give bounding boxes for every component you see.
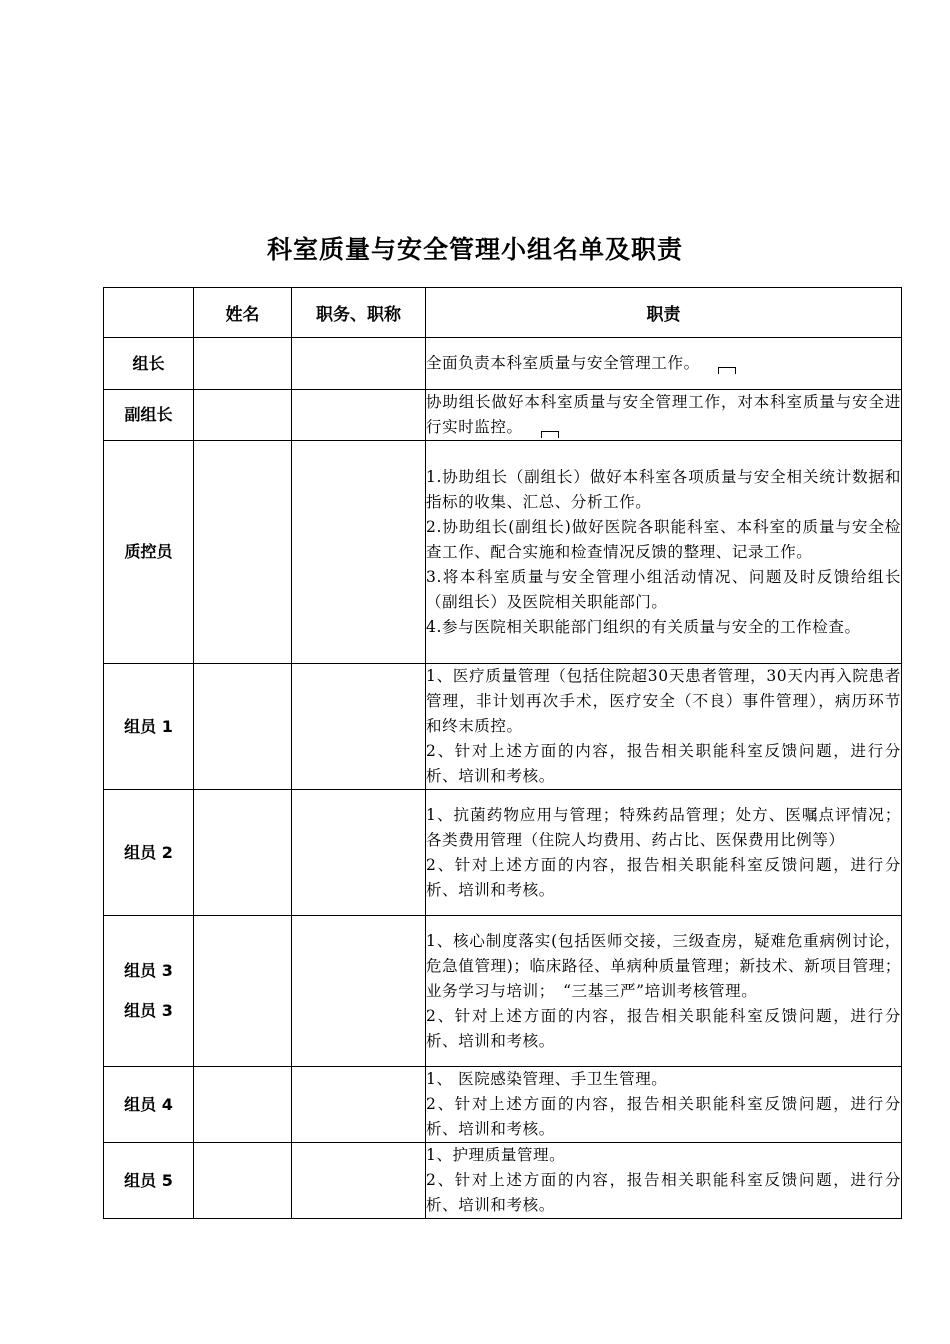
duty-text xyxy=(426,803,901,853)
duty-text xyxy=(426,565,901,615)
duty-cell xyxy=(426,664,902,790)
roster-table xyxy=(103,287,902,1219)
position-cell xyxy=(292,390,426,441)
duty-line-text: 全面负责本科室质量与安全管理工作。 xyxy=(426,354,700,372)
table-row xyxy=(104,790,902,916)
role-label: 组长 xyxy=(132,353,165,373)
duty-text xyxy=(426,929,901,1004)
name-cell xyxy=(194,916,292,1067)
duty-cell xyxy=(426,441,902,664)
table-row xyxy=(104,916,902,1067)
edit-mark-icon xyxy=(541,431,559,438)
name-cell xyxy=(194,1067,292,1143)
duty-line-text: 1、医疗质量管理（包括住院超30天患者管理，30天内再入院患者管理，非计划再次手术，医疗安全（不良）事件管理），病历环节和终末质控。 xyxy=(426,667,901,735)
role-cell xyxy=(104,1143,194,1219)
name-cell xyxy=(194,390,292,441)
name-cell xyxy=(194,790,292,916)
role-cell xyxy=(104,1067,194,1143)
duty-cell xyxy=(426,790,902,916)
duty-line-text: 2.协助组长(副组长)做好医院各职能科室、本科室的质量与安全检查工作、配合实施和检查情况反馈的整理、记录工作。 xyxy=(426,517,901,561)
role-label: 组员 2 xyxy=(124,842,173,862)
duty-line-text: 4.参与医院相关职能部门组织的有关质量与安全的工作检查。 xyxy=(426,617,861,636)
duty-line-text: 2、针对上述方面的内容，报告相关职能科室反馈问题，进行分析、培训和考核。 xyxy=(426,1006,901,1050)
roster-body xyxy=(104,338,902,1219)
role-cell xyxy=(104,441,194,664)
name-cell xyxy=(194,664,292,790)
duty-text xyxy=(426,1067,901,1092)
duty-text xyxy=(426,390,901,440)
duty-cell xyxy=(426,1067,902,1143)
header-role xyxy=(104,288,194,338)
duty-text xyxy=(426,853,901,903)
position-cell xyxy=(292,916,426,1067)
role-cell xyxy=(104,916,194,1067)
duty-line-text: 3.将本科室质量与安全管理小组活动情况、问题及时反馈给组长（副组长）及医院相关职能部门。 xyxy=(426,567,901,611)
duty-text xyxy=(426,1092,901,1142)
duty-text xyxy=(426,1168,901,1218)
header-duties: 职责 xyxy=(426,288,902,338)
role-label: 组员 1 xyxy=(124,716,173,736)
table-row xyxy=(104,441,902,664)
table-row xyxy=(104,338,902,390)
duty-line-text: 2、针对上述方面的内容，报告相关职能科室反馈问题，进行分析、培训和考核。 xyxy=(426,1095,901,1138)
duty-line-text: 2、针对上述方面的内容，报告相关职能科室反馈问题，进行分析、培训和考核。 xyxy=(426,742,901,785)
role-label: 组员 5 xyxy=(124,1170,173,1190)
duty-text xyxy=(426,615,901,640)
duty-text xyxy=(426,739,901,789)
role-cell xyxy=(104,790,194,916)
role-cell xyxy=(104,664,194,790)
table-row xyxy=(104,1067,902,1143)
duty-line-text: 1、护理质量管理。 xyxy=(426,1146,566,1164)
role-label: 副组长 xyxy=(124,405,173,424)
duty-text xyxy=(426,1143,901,1168)
role-label: 组员 3 xyxy=(124,961,173,980)
table-row xyxy=(104,664,902,790)
name-cell xyxy=(194,338,292,390)
duty-line-text: 1、 医院感染管理、手卫生管理。 xyxy=(426,1070,668,1088)
duty-text xyxy=(426,465,901,515)
name-cell xyxy=(194,441,292,664)
table-row xyxy=(104,390,902,441)
position-cell xyxy=(292,1067,426,1143)
duty-text xyxy=(426,1004,901,1054)
name-cell xyxy=(194,1143,292,1219)
duty-text xyxy=(426,351,901,376)
position-cell xyxy=(292,1143,426,1219)
role-cell xyxy=(104,338,194,390)
edit-mark-icon xyxy=(718,367,736,374)
duty-line-text: 2、针对上述方面的内容，报告相关职能科室反馈问题，进行分析、培训和考核。 xyxy=(426,855,901,899)
position-cell xyxy=(292,441,426,664)
role-label: 组员 4 xyxy=(124,1094,173,1114)
duty-cell xyxy=(426,916,902,1067)
role-cell xyxy=(104,390,194,441)
position-cell xyxy=(292,338,426,390)
duty-line-text: 1、核心制度落实(包括医师交接，三级查房，疑难危重病例讨论，危急值管理)；临床路径、单病种质量管理；新技术、新项目管理；业务学习与培训； “三基三严”培训考核管理。 xyxy=(426,931,901,1000)
duty-text xyxy=(426,664,901,739)
duty-cell xyxy=(426,1143,902,1219)
header-position: 职务、职称 xyxy=(292,288,426,338)
document-title: 科室质量与安全管理小组名单及职责 xyxy=(266,235,683,264)
duty-cell xyxy=(426,338,902,390)
header-name: 姓名 xyxy=(194,288,292,338)
duty-text xyxy=(426,515,901,565)
duty-cell xyxy=(426,390,902,441)
duty-line-text: 协助组长做好本科室质量与安全管理工作，对本科室质量与安全进行实时监控。 xyxy=(426,393,901,436)
position-cell xyxy=(292,790,426,916)
role-label: 质控员 xyxy=(124,542,173,561)
header-row xyxy=(104,288,902,338)
duty-line-text: 1、抗菌药物应用与管理；特殊药品管理；处方、医嘱点评情况；各类费用管理（住院人均费用、药占比、医保费用比例等） xyxy=(426,805,901,849)
table-row xyxy=(104,1143,902,1219)
position-cell xyxy=(292,664,426,790)
duty-line-text: 1.协助组长（副组长）做好本科室各项质量与安全相关统计数据和指标的收集、汇总、分析工作。 xyxy=(426,467,901,511)
duty-line-text: 2、针对上述方面的内容，报告相关职能科室反馈问题，进行分析、培训和考核。 xyxy=(426,1171,901,1214)
role-label: 组员 3 xyxy=(124,1001,173,1020)
